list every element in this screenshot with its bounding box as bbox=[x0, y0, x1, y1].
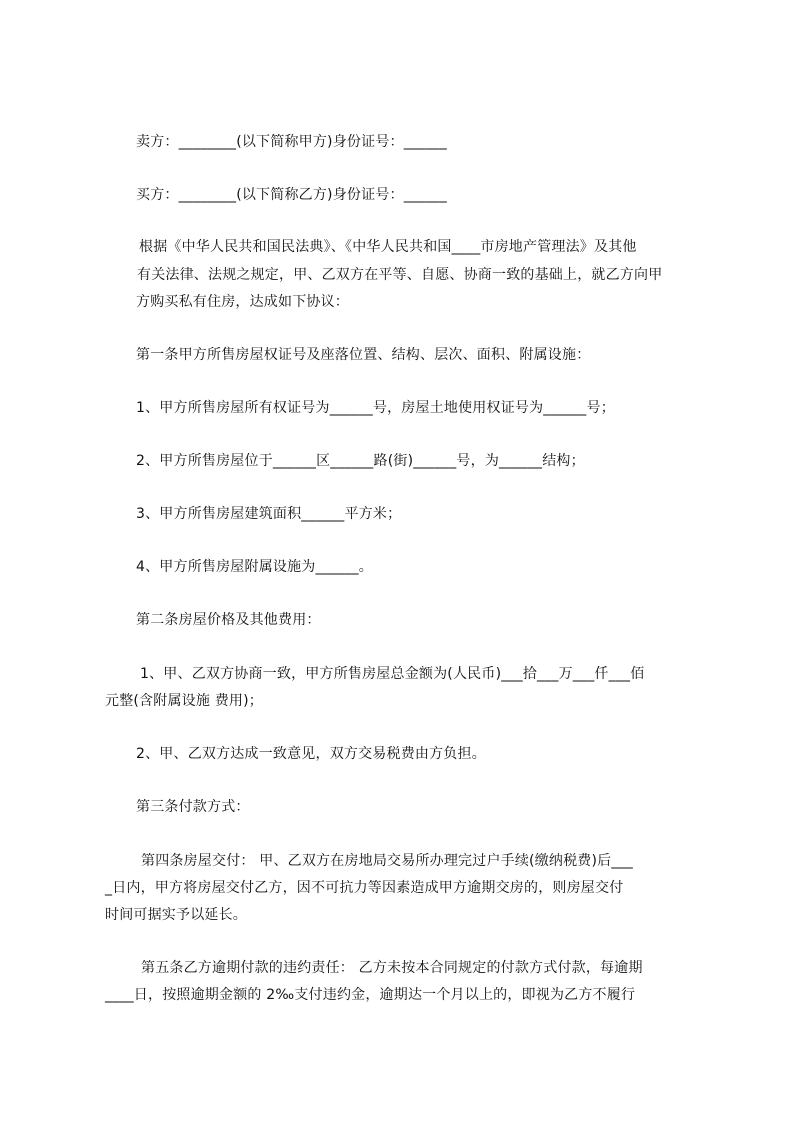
article-4-line-3: 时间可据实予以延长。 bbox=[105, 907, 247, 923]
article-2-item-1-line-2: 元整(含附属设施 费用)； bbox=[105, 693, 263, 709]
article-1-item-1: 1、甲方所售房屋所有权证号为______号，房屋土地使用权证号为______号； bbox=[136, 400, 615, 416]
preamble-line-3: 方购买私有住房，达成如下协议： bbox=[136, 294, 349, 310]
article-2-item-2: 2、甲、乙双方达成一致意见，双方交易税费由方负担。 bbox=[136, 746, 486, 762]
article-3-title: 第三条付款方式： bbox=[136, 799, 250, 815]
seller-line: 卖方：________(以下简称甲方)身份证号：______ bbox=[136, 134, 447, 150]
article-1-title: 第一条甲方所售房屋权证号及座落位置、结构、层次、面积、附属设施： bbox=[136, 347, 591, 363]
article-2-item-1-line-1: 1、甲、乙双方协商一致，甲方所售房屋总金额为(人民币)___拾___万___仟___佰 bbox=[140, 666, 645, 682]
article-4-line-1: 第四条房屋交付： 甲、乙双方在房地局交易所办理完过户手续(缴纳税费)后___ bbox=[141, 853, 633, 869]
preamble-line-2: 有关法律、法规之规定，甲、乙双方在平等、自愿、协商一致的基础上，就乙方向甲 bbox=[137, 267, 663, 283]
article-5-line-1: 第五条乙方逾期付款的违约责任： 乙方未按本合同规定的付款方式付款，每逾期 bbox=[141, 960, 643, 976]
buyer-line: 买方：________(以下简称乙方)身份证号：______ bbox=[136, 187, 447, 203]
article-1-item-3: 3、甲方所售房屋建筑面积______平方米； bbox=[136, 506, 402, 522]
article-1-item-2: 2、甲方所售房屋位于______区______路(街)______号，为______结构； bbox=[136, 453, 585, 469]
article-1-item-4: 4、甲方所售房屋附属设施为______。 bbox=[136, 559, 373, 575]
preamble-line-1: 根据《中华人民共和国民法典》、《中华人民共和国____市房地产管理法》及其他 bbox=[139, 239, 637, 255]
article-5-line-2: ____日，按照逾期金额的 2‰支付违约金，逾期达一个月以上的，即视为乙方不履行 bbox=[105, 987, 636, 1003]
article-2-title: 第二条房屋价格及其他费用： bbox=[136, 612, 321, 628]
article-4-line-2: _日内，甲方将房屋交付乙方，因不可抗力等因素造成甲方逾期交房的，则房屋交付 bbox=[105, 880, 624, 896]
